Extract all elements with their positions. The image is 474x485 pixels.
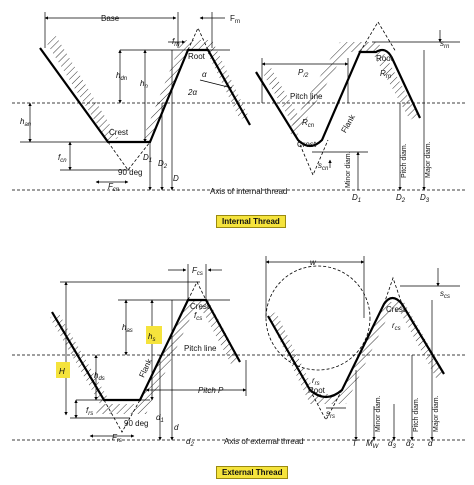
db-label: d — [428, 439, 433, 448]
svg-text:fcs: $f_{cs}$ — [194, 311, 203, 322]
alpha-label: α — [202, 70, 207, 79]
svg-text:fcn: $f_{cn}$ — [58, 153, 67, 164]
crest-label-ext: Crest — [190, 302, 210, 311]
svg-text:Frs: $F_{rs}$ — [112, 433, 122, 444]
svg-text:D2: $D_2$ — [158, 159, 168, 170]
ninety-deg-label-ext: 90 deg — [124, 419, 149, 428]
w-label: w — [310, 258, 316, 267]
svg-text:d2: $d_2$ — [186, 437, 194, 448]
svg-text:hn: $h_n$ — [140, 79, 148, 90]
F-rn-label: F — [230, 14, 235, 23]
axis-external-label: Axis of external thread — [224, 437, 304, 446]
D-label: D — [173, 174, 179, 183]
svg-text:frn: $f_{rn}$ — [172, 37, 180, 48]
pitch-label-ext: Pitch P — [198, 386, 224, 395]
svg-text:has: $h_{as}$ — [122, 323, 133, 334]
svg-text:frs: $f_{rs}$ — [86, 406, 94, 417]
root-label-ext: Root — [308, 386, 325, 395]
root2-label: Root — [376, 54, 393, 63]
base-label: Base — [101, 14, 120, 23]
svg-text:rcs: $r_{cs}$ — [392, 321, 401, 332]
crest2-label-ext: Crest — [386, 305, 406, 314]
svg-text:D3: $D_3$ — [420, 193, 430, 204]
ninety-deg-label-int: 90 deg — [118, 168, 143, 177]
d-label: d — [174, 423, 179, 432]
internal-hatch-left — [46, 36, 118, 142]
svg-text:hs: $h_s$ — [148, 332, 156, 343]
external-hatch-mid — [96, 300, 240, 414]
major-diam-label-int: Major diam. — [425, 141, 432, 178]
svg-text:Rrn: $R_{rn}$ — [380, 69, 392, 80]
svg-text:hdn: $h_{dn}$ — [116, 71, 128, 82]
svg-text:d3: $d_3$ — [388, 439, 396, 450]
pitch-diam-label-int: Pitch diam. — [401, 143, 408, 178]
crest-label: Crest — [109, 128, 129, 137]
minor-diam-label-int: Minor diam. — [345, 151, 352, 188]
external-labels — [59, 258, 450, 450]
pitch-diam-label-ext: Pitch diam. — [413, 397, 420, 432]
internal-thread-caption: Internal Thread — [216, 215, 286, 228]
svg-text:hds: $h_{ds}$ — [94, 371, 105, 382]
svg-text:d2: $d_2$ — [406, 439, 414, 450]
flank-label-int: Flank — [339, 113, 357, 135]
svg-text:scn: $s_{cn}$ — [318, 161, 329, 172]
crest2-label: Crest — [297, 140, 317, 149]
svg-text:Frn: $F_{rn}$ — [230, 14, 241, 25]
svg-text:srn: $s_{rn}$ — [440, 39, 450, 50]
pitch-line-label-int: Pitch line — [290, 92, 323, 101]
svg-text:D1: $D_1$ — [352, 193, 362, 204]
major-diam-label-ext: Major diam. — [433, 395, 440, 432]
pitch-line-label-ext: Pitch line — [184, 344, 217, 353]
external-thread-diagram — [12, 256, 465, 450]
two-alpha-label: 2α — [188, 88, 198, 97]
axis-internal-label: Axis of internal thread — [210, 187, 288, 196]
svg-text:d1: $d_1$ — [156, 413, 164, 424]
T-label: T — [352, 439, 357, 448]
svg-text:Fcs: $F_{cs}$ — [192, 266, 203, 277]
svg-text:han: $h_{an}$ — [20, 117, 32, 128]
minor-diam-label-ext: Minor diam. — [375, 395, 382, 432]
svg-text:D1: $D_1$ — [143, 153, 153, 164]
svg-text:Fcn: $F_{cn}$ — [108, 182, 120, 193]
svg-text:rrs: $r_{rs}$ — [312, 376, 320, 387]
svg-text:MW: $M_W$ — [366, 439, 379, 450]
svg-text:Rcn: $R_{cn}$ — [302, 118, 315, 129]
internal-thread-diagram — [12, 12, 465, 204]
external-thread-caption: External Thread — [216, 466, 288, 479]
svg-text:D2: $D_2$ — [396, 193, 406, 204]
root-label: Root — [188, 52, 205, 61]
flank-label-ext: Flank — [137, 357, 154, 380]
svg-text:P/2: $P_{/2}$ — [298, 68, 309, 79]
svg-text:scs: $s_{cs}$ — [440, 289, 450, 300]
H-label: H — [59, 367, 65, 376]
svg-text:srs: $s_{rs}$ — [326, 409, 335, 420]
wire-circle — [266, 266, 370, 370]
